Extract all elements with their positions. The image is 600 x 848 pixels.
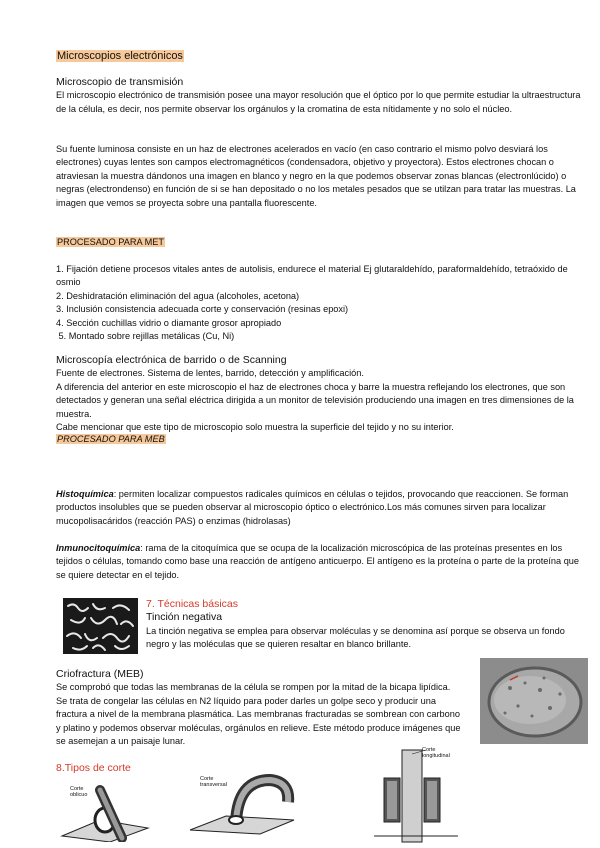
inmunocitoquimica-text: : rama de la citoquímica que se ocupa de la localización microscópica de las proteínas presentes en los tejidos o células, tomando como base una reacción de antígeno anticuerpo. El antígeno es la proteína o parte de la proteína que se quiere detectar en el tejido. xyxy=(56,543,580,580)
met-step-3: 3. Inclusión consistencia adecuada corte y conservación (resinas epoxi) xyxy=(56,304,349,315)
longitudinal-cut-label: Corte longitudinal xyxy=(422,747,450,759)
procesado-met-steps xyxy=(56,263,588,343)
transmision-paragraph-1: El microscopio electrónico de transmisión posee una mayor resolución que el óptico por lo que permite estudiar la ultraestructura de la célula, es decir, nos permite observar los orgánulos y la cromatina de esta nítidamente y no solo el núcleo. xyxy=(56,90,581,114)
inmunocitoquimica-label: Inmunocitoquímica xyxy=(56,543,141,553)
barrido-line-1: Fuente de electrones. Sistema de lentes, barrido, detección y amplificación. xyxy=(56,368,364,379)
page-title: Microscopios electrónicos xyxy=(57,50,183,62)
longitudinal-cut-diagram xyxy=(368,748,464,846)
histoquimica-text: : permiten localizar compuestos radicales químicos en células o tejidos, provocando que reaccionen. Se forman productos insolubles que se pueden observar al microscopio óptico o electrónico.Los más comunes sirven para localizar mucopolisacáridos (reacción PAS) o enzimas (hidrolasas) xyxy=(56,489,569,526)
cortes-heading-block xyxy=(56,762,588,775)
tecnicas-section xyxy=(146,598,586,652)
barrido-paragraph-1: A diferencia del anterior en este microscopio el haz de electrones choca y barre la muestra reflejando los electrones, que son detectados y generan una señal eléctrica dirigida a un monitor de televisión produciendo una imagen en tres dimensiones de la muestra. xyxy=(56,381,574,419)
histoquimica-label: Histoquímica xyxy=(56,489,114,499)
tincion-negativa-heading: Tinción negativa xyxy=(146,611,223,624)
cortes-heading: 8.Tipos de corte xyxy=(56,762,131,774)
barrido-paragraph-2: Cabe mencionar que este tipo de microscopio solo muestra la superficie del tejido y no su interior. xyxy=(56,422,454,433)
transmision-section xyxy=(56,76,588,116)
met-step-5: 5. Montado sobre rejillas metálicas (Cu, Ni) xyxy=(56,331,235,342)
page-title-block xyxy=(56,50,588,63)
criofractura-heading: Criofractura (MEB) xyxy=(56,668,144,680)
tincion-negativa-text: La tinción negativa se emplea para observar moléculas y se denomina así porque se observa un fondo negro y las moléculas que se quieren resaltar en blanco brillante. xyxy=(146,625,565,650)
freeze-fracture-micrograph xyxy=(480,658,588,744)
barrido-heading: Microscopía electrónica de barrido o de Scanning xyxy=(56,354,287,366)
criofractura-section xyxy=(56,668,464,748)
met-step-4: 4. Sección cuchillas vidrio o diamante grosor apropiado xyxy=(56,317,282,328)
negative-stain-micrograph xyxy=(63,598,138,654)
met-step-1: 1. Fijación detiene procesos vitales antes de autolisis, endurece el material Ej glutaraldehído, paraformaldehído, tetraóxido de osmio xyxy=(56,264,568,288)
criofractura-text: Se comprobó que todas las membranas de la célula se rompen por la mitad de la bicapa lipídica. Se trata de congelar las células en N2 líquido para poder darles un golpe seco y producir una fractura a nivel de la membrana plasmática. Las membranas fracturadas se sombrean con carbono y platino y podemos observar moléculas, orgánulos en relieve. Este método produce imágenes que se asemejan a un paisaje lunar. xyxy=(56,682,461,747)
tecnicas-heading: 7. Técnicas básicas xyxy=(146,598,239,610)
barrido-section xyxy=(56,354,588,434)
procesado-met-heading: PROCESADO PARA MET xyxy=(57,237,165,247)
transmision-heading: Microscopio de transmisión xyxy=(56,76,184,88)
transverse-cut-label: Corte transversal xyxy=(200,776,227,788)
procesado-meb-heading-block xyxy=(56,433,588,446)
oblique-cut-label: Corte oblicuo xyxy=(70,786,88,798)
procesado-met-heading-block xyxy=(56,236,588,249)
met-step-2: 2. Deshidratación eliminación del agua (alcoholes, acetona) xyxy=(56,290,300,301)
procesado-meb-heading: PROCESADO PARA MEB xyxy=(57,434,165,444)
transmision-paragraph-2: Su fuente luminosa consiste en un haz de electrones acelerados en vacío (en caso contrario el mismo polvo desviará los electrones) cuyas lentes son campos electromagnéticos (condensadora, objetivo y proyectora). Estos electrones chocan o atraviesan la muestra dándonos una imagen en blanco y negro en la que podemos observar zonas blancas (electronlúcido) o negras (electrondenso) en función de si se han depositado o no los metales pesados que se utilzan para tratar las muestras. La imagen que vemos se proyecta sobre una pantalla fluorescente. xyxy=(56,144,576,208)
transmision-paragraph-2-block xyxy=(56,143,588,210)
histoquimica-paragraph xyxy=(56,488,588,528)
inmunocitoquimica-paragraph xyxy=(56,542,588,582)
